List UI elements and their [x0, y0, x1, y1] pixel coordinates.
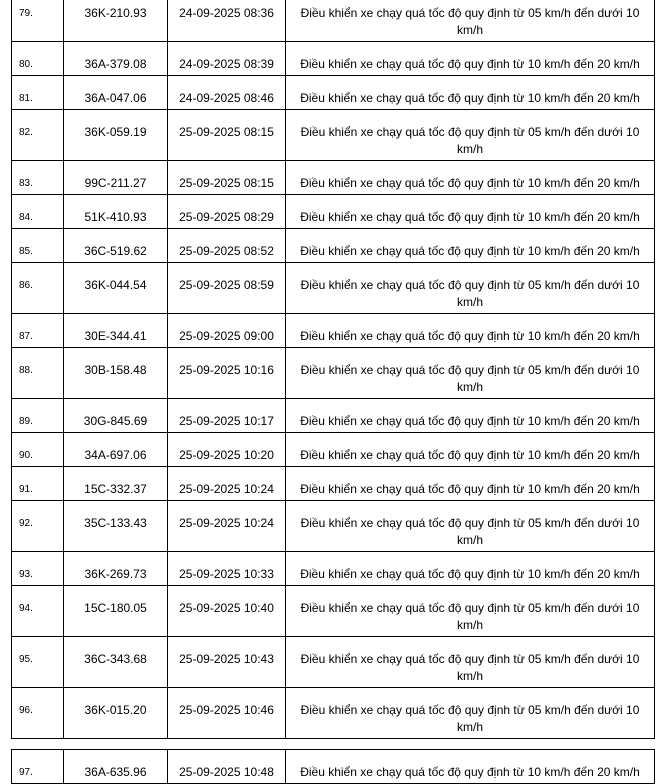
license-plate: 30E-344.41 — [64, 314, 168, 348]
table-row — [12, 348, 655, 399]
license-plate: 36K-269.73 — [64, 552, 168, 586]
violation-description: Điều khiển xe chạy quá tốc độ quy định từ 05 km/h đến dưới 10 km/h — [286, 586, 655, 637]
table-row — [12, 433, 655, 467]
violation-description: Điều khiển xe chạy quá tốc độ quy định từ 10 km/h đến 20 km/h — [286, 76, 655, 110]
license-plate: 36C-343.68 — [64, 637, 168, 688]
table-row — [12, 110, 655, 161]
violation-time: 25-09-2025 10:24 — [168, 501, 286, 552]
row-number: 86. — [12, 263, 64, 314]
violation-time: 25-09-2025 08:29 — [168, 195, 286, 229]
table-row — [12, 552, 655, 586]
license-plate: 36K-210.93 — [64, 0, 168, 42]
violation-description: Điều khiển xe chạy quá tốc độ quy định từ 10 km/h đến 20 km/h — [286, 433, 655, 467]
row-number: 84. — [12, 195, 64, 229]
violation-description: Điều khiển xe chạy quá tốc độ quy định từ 05 km/h đến dưới 10 km/h — [286, 637, 655, 688]
violation-description: Điều khiển xe chạy quá tốc độ quy định từ 05 km/h đến dưới 10 km/h — [286, 501, 655, 552]
violation-description: Điều khiển xe chạy quá tốc độ quy định từ 05 km/h đến dưới 10 km/h — [286, 263, 655, 314]
table-row — [12, 467, 655, 501]
violation-description: Điều khiển xe chạy quá tốc độ quy định từ 05 km/h đến dưới 10 km/h — [286, 0, 655, 42]
license-plate: 34A-697.06 — [64, 433, 168, 467]
violation-time: 25-09-2025 10:48 — [168, 750, 286, 784]
table-row — [12, 399, 655, 433]
violation-time: 25-09-2025 08:59 — [168, 263, 286, 314]
row-number: 93. — [12, 552, 64, 586]
table-row — [12, 263, 655, 314]
table-row — [12, 586, 655, 637]
row-number: 90. — [12, 433, 64, 467]
violation-time: 25-09-2025 10:24 — [168, 467, 286, 501]
violation-description: Điều khiển xe chạy quá tốc độ quy định từ 10 km/h đến 20 km/h — [286, 229, 655, 263]
table-row — [12, 161, 655, 195]
license-plate: 36K-044.54 — [64, 263, 168, 314]
license-plate: 99C-211.27 — [64, 161, 168, 195]
violation-description: Điều khiển xe chạy quá tốc độ quy định từ 10 km/h đến 20 km/h — [286, 467, 655, 501]
row-number: 81. — [12, 76, 64, 110]
license-plate: 36A-635.96 — [64, 750, 168, 784]
violation-time: 24-09-2025 08:39 — [168, 42, 286, 76]
violation-description: Điều khiển xe chạy quá tốc độ quy định từ 05 km/h đến dưới 10 km/h — [286, 688, 655, 739]
violation-description: Điều khiển xe chạy quá tốc độ quy định từ 05 km/h đến dưới 10 km/h — [286, 348, 655, 399]
license-plate: 51K-410.93 — [64, 195, 168, 229]
table-row — [12, 42, 655, 76]
row-number: 79. — [12, 0, 64, 42]
violation-description: Điều khiển xe chạy quá tốc độ quy định từ 10 km/h đến 20 km/h — [286, 314, 655, 348]
violation-time: 25-09-2025 08:15 — [168, 110, 286, 161]
violation-time: 24-09-2025 08:36 — [168, 0, 286, 42]
violation-time: 24-09-2025 08:46 — [168, 76, 286, 110]
license-plate: 15C-332.37 — [64, 467, 168, 501]
table-row — [12, 76, 655, 110]
violation-time: 25-09-2025 10:20 — [168, 433, 286, 467]
license-plate: 36A-379.08 — [64, 42, 168, 76]
table-row — [12, 750, 655, 784]
violation-description: Điều khiển xe chạy quá tốc độ quy định từ 10 km/h đến 20 km/h — [286, 552, 655, 586]
license-plate: 36K-059.19 — [64, 110, 168, 161]
violation-time: 25-09-2025 10:46 — [168, 688, 286, 739]
row-number: 85. — [12, 229, 64, 263]
violation-time: 25-09-2025 09:00 — [168, 314, 286, 348]
violation-time: 25-09-2025 10:17 — [168, 399, 286, 433]
violations-table-body — [12, 0, 655, 784]
page-break-cell — [12, 739, 655, 750]
license-plate: 30B-158.48 — [64, 348, 168, 399]
violations-table — [11, 0, 655, 784]
row-number: 96. — [12, 688, 64, 739]
license-plate: 36K-015.20 — [64, 688, 168, 739]
row-number: 87. — [12, 314, 64, 348]
table-row — [12, 229, 655, 263]
violation-time: 25-09-2025 08:15 — [168, 161, 286, 195]
row-number: 94. — [12, 586, 64, 637]
table-row — [12, 195, 655, 229]
violation-time: 25-09-2025 10:33 — [168, 552, 286, 586]
license-plate: 15C-180.05 — [64, 586, 168, 637]
row-number: 83. — [12, 161, 64, 195]
license-plate: 36C-519.62 — [64, 229, 168, 263]
violation-description: Điều khiển xe chạy quá tốc độ quy định từ 10 km/h đến 20 km/h — [286, 42, 655, 76]
row-number: 82. — [12, 110, 64, 161]
table-row — [12, 637, 655, 688]
row-number: 89. — [12, 399, 64, 433]
violation-description: Điều khiển xe chạy quá tốc độ quy định từ 05 km/h đến dưới 10 km/h — [286, 110, 655, 161]
violation-description: Điều khiển xe chạy quá tốc độ quy định từ 10 km/h đến 20 km/h — [286, 195, 655, 229]
license-plate: 35C-133.43 — [64, 501, 168, 552]
table-row — [12, 314, 655, 348]
table-row — [12, 0, 655, 42]
row-number: 80. — [12, 42, 64, 76]
row-number: 91. — [12, 467, 64, 501]
violation-description: Điều khiển xe chạy quá tốc độ quy định từ 10 km/h đến 20 km/h — [286, 161, 655, 195]
row-number: 88. — [12, 348, 64, 399]
license-plate: 36A-047.06 — [64, 76, 168, 110]
violation-time: 25-09-2025 10:16 — [168, 348, 286, 399]
license-plate: 30G-845.69 — [64, 399, 168, 433]
table-row — [12, 688, 655, 739]
page-break-gap — [12, 739, 655, 750]
table-row — [12, 501, 655, 552]
row-number: 95. — [12, 637, 64, 688]
violation-description: Điều khiển xe chạy quá tốc độ quy định từ 10 km/h đến 20 km/h — [286, 399, 655, 433]
row-number: 92. — [12, 501, 64, 552]
row-number: 97. — [12, 750, 64, 784]
violation-description: Điều khiển xe chạy quá tốc độ quy định từ 10 km/h đến 20 km/h — [286, 750, 655, 784]
violation-time: 25-09-2025 08:52 — [168, 229, 286, 263]
violation-time: 25-09-2025 10:43 — [168, 637, 286, 688]
violation-time: 25-09-2025 10:40 — [168, 586, 286, 637]
